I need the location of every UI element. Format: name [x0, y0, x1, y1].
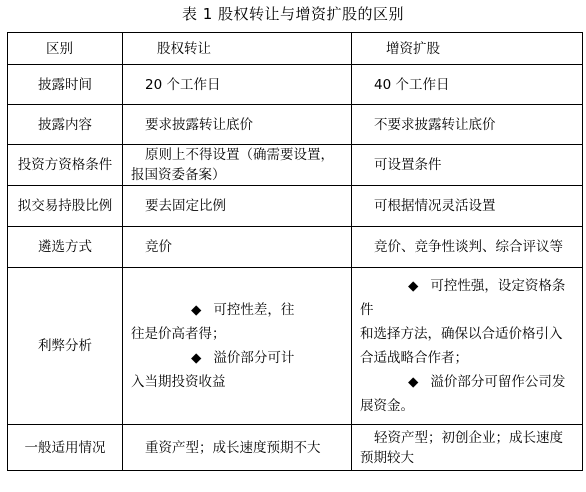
diamond-bullet-icon: ◆: [408, 374, 419, 390]
table-row: [8, 227, 583, 268]
row-label: 利弊分析: [8, 268, 123, 425]
table-row: [8, 65, 583, 105]
cell-equity-transfer: 要去固定比例: [123, 186, 352, 227]
cell-capital-increase: 可设置条件: [352, 145, 583, 186]
bullet-line: [131, 298, 343, 322]
cell-equity-transfer: 竞价: [123, 227, 352, 268]
bullet-text: 可控性差，往: [213, 302, 295, 318]
row-label: 披露内容: [8, 105, 123, 145]
cell-capital-increase: 轻资产型；初创企业；成长速度预期较大: [352, 425, 583, 471]
table-row: [8, 186, 583, 227]
cell-equity-transfer: 原则上不得设置（确需要设置，报国资委备案）: [123, 145, 352, 186]
table-row: [8, 145, 583, 186]
bullet-text: 可控性强，设定资格条件: [360, 278, 566, 318]
bullet-continuation: 合适战略合作者；: [360, 350, 468, 366]
diamond-bullet-icon: ◆: [191, 350, 202, 366]
row-label: 遴选方式: [8, 227, 123, 268]
header-cell-difference: 区别: [8, 33, 123, 65]
bullet-line: [131, 346, 343, 370]
bullet-line: [360, 370, 574, 394]
table-row: [8, 425, 583, 471]
table-row: [8, 268, 583, 425]
row-label: 投资方资格条件: [8, 145, 123, 186]
row-label: 拟交易持股比例: [8, 186, 123, 227]
bullet-continuation: 和选择方法，确保以合适价格引入: [360, 326, 563, 342]
bullet-continuation: 入当期投资收益: [131, 374, 226, 390]
table-row: [8, 105, 583, 145]
bullet-text: 溢价部分可留作公司发: [430, 374, 566, 390]
cell-equity-transfer: 20 个工作日: [123, 65, 352, 105]
bullet-text: 溢价部分可计: [213, 350, 295, 366]
cell-capital-increase: 竞价、竞争性谈判、综合评议等: [352, 227, 583, 268]
cell-equity-transfer: 重资产型；成长速度预期不大: [123, 425, 352, 471]
table-header-row: [8, 33, 583, 65]
bullet-continuation: 展资金。: [360, 398, 414, 414]
diamond-bullet-icon: ◆: [191, 302, 202, 318]
cell-equity-transfer: [123, 268, 352, 425]
header-cell-equity-transfer: 股权转让: [123, 33, 352, 65]
diamond-bullet-icon: ◆: [408, 278, 419, 294]
bullet-line: [360, 274, 574, 322]
row-label: 一般适用情况: [8, 425, 123, 471]
cell-capital-increase: 不要求披露转让底价: [352, 105, 583, 145]
cell-capital-increase: 40 个工作日: [352, 65, 583, 105]
table-caption: 表 1 股权转让与增资扩股的区别: [181, 5, 405, 23]
row-label: 披露时间: [8, 65, 123, 105]
cell-equity-transfer: 要求披露转让底价: [123, 105, 352, 145]
bullet-continuation: 往是价高者得；: [131, 326, 226, 342]
cell-capital-increase: [352, 268, 583, 425]
header-cell-capital-increase: 增资扩股: [352, 33, 583, 65]
cell-capital-increase: 可根据情况灵活设置: [352, 186, 583, 227]
comparison-table: [7, 32, 583, 471]
